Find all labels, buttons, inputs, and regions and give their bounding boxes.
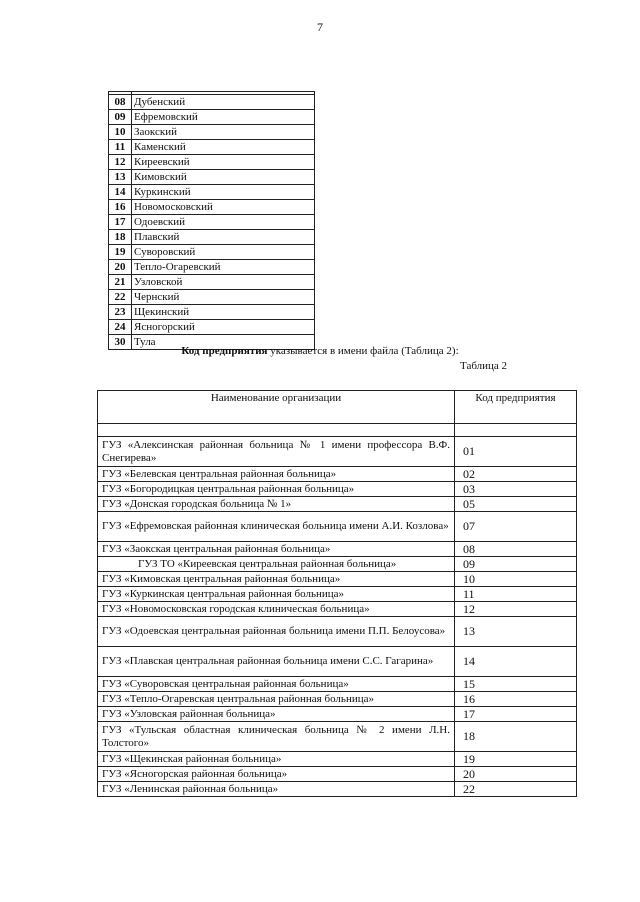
org-name: ГУЗ «Тульская областная клиническая больница № 2 имени Л.Н. Толстого»: [98, 722, 455, 752]
district-name: Новомосковский: [132, 200, 315, 215]
district-code: 12: [109, 155, 132, 170]
district-name: Тула: [132, 335, 315, 350]
district-row: [109, 305, 315, 320]
org-code: 16: [455, 692, 577, 707]
org-row: [98, 497, 577, 512]
district-code: 09: [109, 110, 132, 125]
district-name: Ясногорский: [132, 320, 315, 335]
district-row: [109, 215, 315, 230]
district-code: 21: [109, 275, 132, 290]
org-row: [98, 512, 577, 542]
district-code: 30: [109, 335, 132, 350]
org-row: [98, 482, 577, 497]
district-name: Одоевский: [132, 215, 315, 230]
org-table-body: [98, 424, 577, 797]
org-row: [98, 587, 577, 602]
org-row: [98, 707, 577, 722]
table-caption: Таблица 2: [460, 360, 508, 372]
org-name: ГУЗ «Тепло-Огаревская центральная районная больница»: [98, 692, 455, 707]
district-code: 19: [109, 245, 132, 260]
org-row: [98, 557, 577, 572]
org-row: [98, 677, 577, 692]
org-name: ГУЗ ТО «Киреевская центральная районная больница»: [98, 557, 455, 572]
district-name: Дубенский: [132, 95, 315, 110]
district-row: [109, 125, 315, 140]
district-code: 23: [109, 305, 132, 320]
org-name: ГУЗ «Плавская центральная районная больница имени С.С. Гагарина»: [98, 647, 455, 677]
district-code: 14: [109, 185, 132, 200]
district-row: [109, 245, 315, 260]
district-row: [109, 290, 315, 305]
org-name: ГУЗ «Кимовская центральная районная больница»: [98, 572, 455, 587]
district-codes-table: [108, 91, 315, 350]
org-name: ГУЗ «Ясногорская районная больница»: [98, 767, 455, 782]
org-code: 11: [455, 587, 577, 602]
org-code: 20: [455, 767, 577, 782]
district-name: Куркинский: [132, 185, 315, 200]
org-row: [98, 752, 577, 767]
org-name: ГУЗ «Щекинская районная больница»: [98, 752, 455, 767]
district-row: [109, 155, 315, 170]
org-code: 09: [455, 557, 577, 572]
org-name: ГУЗ «Алексинская районная больница № 1 имени профессора В.Ф. Снегирева»: [98, 437, 455, 467]
org-code: 17: [455, 707, 577, 722]
org-row: [98, 782, 577, 797]
page-number: 7: [317, 20, 323, 34]
district-table-body: [109, 92, 315, 350]
district-code: 22: [109, 290, 132, 305]
org-name: ГУЗ «Новомосковская городская клиническая больница»: [98, 602, 455, 617]
district-name: Щекинский: [132, 305, 315, 320]
org-row: [98, 602, 577, 617]
district-name: Узловской: [132, 275, 315, 290]
org-name: ГУЗ «Узловская районная больница»: [98, 707, 455, 722]
org-row: [98, 542, 577, 557]
intro-rest: указывается в имени файла (Таблица 2):: [267, 345, 459, 357]
org-name: ГУЗ «Ленинская районная больница»: [98, 782, 455, 797]
org-code: 18: [455, 722, 577, 752]
district-row: [109, 275, 315, 290]
org-name: ГУЗ «Суворовская центральная районная больница»: [98, 677, 455, 692]
org-code: 08: [455, 542, 577, 557]
district-name: Тепло-Огаревский: [132, 260, 315, 275]
org-code: 10: [455, 572, 577, 587]
org-code: 19: [455, 752, 577, 767]
district-name: Чернский: [132, 290, 315, 305]
table-intro-text: [0, 345, 640, 357]
district-code: 13: [109, 170, 132, 185]
district-code: 16: [109, 200, 132, 215]
org-row: [98, 617, 577, 647]
org-row: [98, 767, 577, 782]
org-code: 03: [455, 482, 577, 497]
district-name: Кимовский: [132, 170, 315, 185]
org-code: 12: [455, 602, 577, 617]
org-code: 01: [455, 437, 577, 467]
org-name: ГУЗ «Богородицкая центральная районная больница»: [98, 482, 455, 497]
district-code: 18: [109, 230, 132, 245]
organizations-table: [97, 390, 577, 797]
org-row: [98, 692, 577, 707]
district-name: Плавский: [132, 230, 315, 245]
district-row: [109, 260, 315, 275]
org-name: ГУЗ «Донская городская больница № 1»: [98, 497, 455, 512]
org-table-header-row: [98, 391, 577, 424]
org-table-header-code: Код предприятия: [455, 391, 577, 424]
org-code: 05: [455, 497, 577, 512]
district-row: [109, 320, 315, 335]
district-name: Киреевский: [132, 155, 315, 170]
org-name: ГУЗ «Заокская центральная районная больница»: [98, 542, 455, 557]
district-name: Ефремовский: [132, 110, 315, 125]
district-code: 24: [109, 320, 132, 335]
org-code: 07: [455, 512, 577, 542]
org-name: ГУЗ «Белевская центральная районная больница»: [98, 467, 455, 482]
district-code: 11: [109, 140, 132, 155]
district-name: Каменский: [132, 140, 315, 155]
org-name: ГУЗ «Одоевская центральная районная больница имени П.П. Белоусова»: [98, 617, 455, 647]
district-row: [109, 200, 315, 215]
district-row: [109, 185, 315, 200]
district-row: [109, 95, 315, 110]
org-table-header-name: Наименование организации: [98, 391, 455, 424]
district-code: 17: [109, 215, 132, 230]
district-code: 20: [109, 260, 132, 275]
district-row: [109, 230, 315, 245]
org-row: [98, 722, 577, 752]
org-code: 22: [455, 782, 577, 797]
org-row: [98, 647, 577, 677]
district-code: 08: [109, 95, 132, 110]
org-code: 14: [455, 647, 577, 677]
district-row: [109, 140, 315, 155]
org-code: 13: [455, 617, 577, 647]
district-code: 10: [109, 125, 132, 140]
district-row: [109, 110, 315, 125]
org-code: 02: [455, 467, 577, 482]
district-name: Суворовский: [132, 245, 315, 260]
org-row: [98, 572, 577, 587]
org-row: [98, 437, 577, 467]
district-name: Заокский: [132, 125, 315, 140]
org-code: 15: [455, 677, 577, 692]
org-row: [98, 467, 577, 482]
org-name: ГУЗ «Ефремовская районная клиническая больница имени А.И. Козлова»: [98, 512, 455, 542]
intro-bold-term: Код предприятия: [181, 345, 268, 357]
org-table-spacer-row: [98, 424, 577, 437]
org-name: ГУЗ «Куркинская центральная районная больница»: [98, 587, 455, 602]
district-row: [109, 170, 315, 185]
